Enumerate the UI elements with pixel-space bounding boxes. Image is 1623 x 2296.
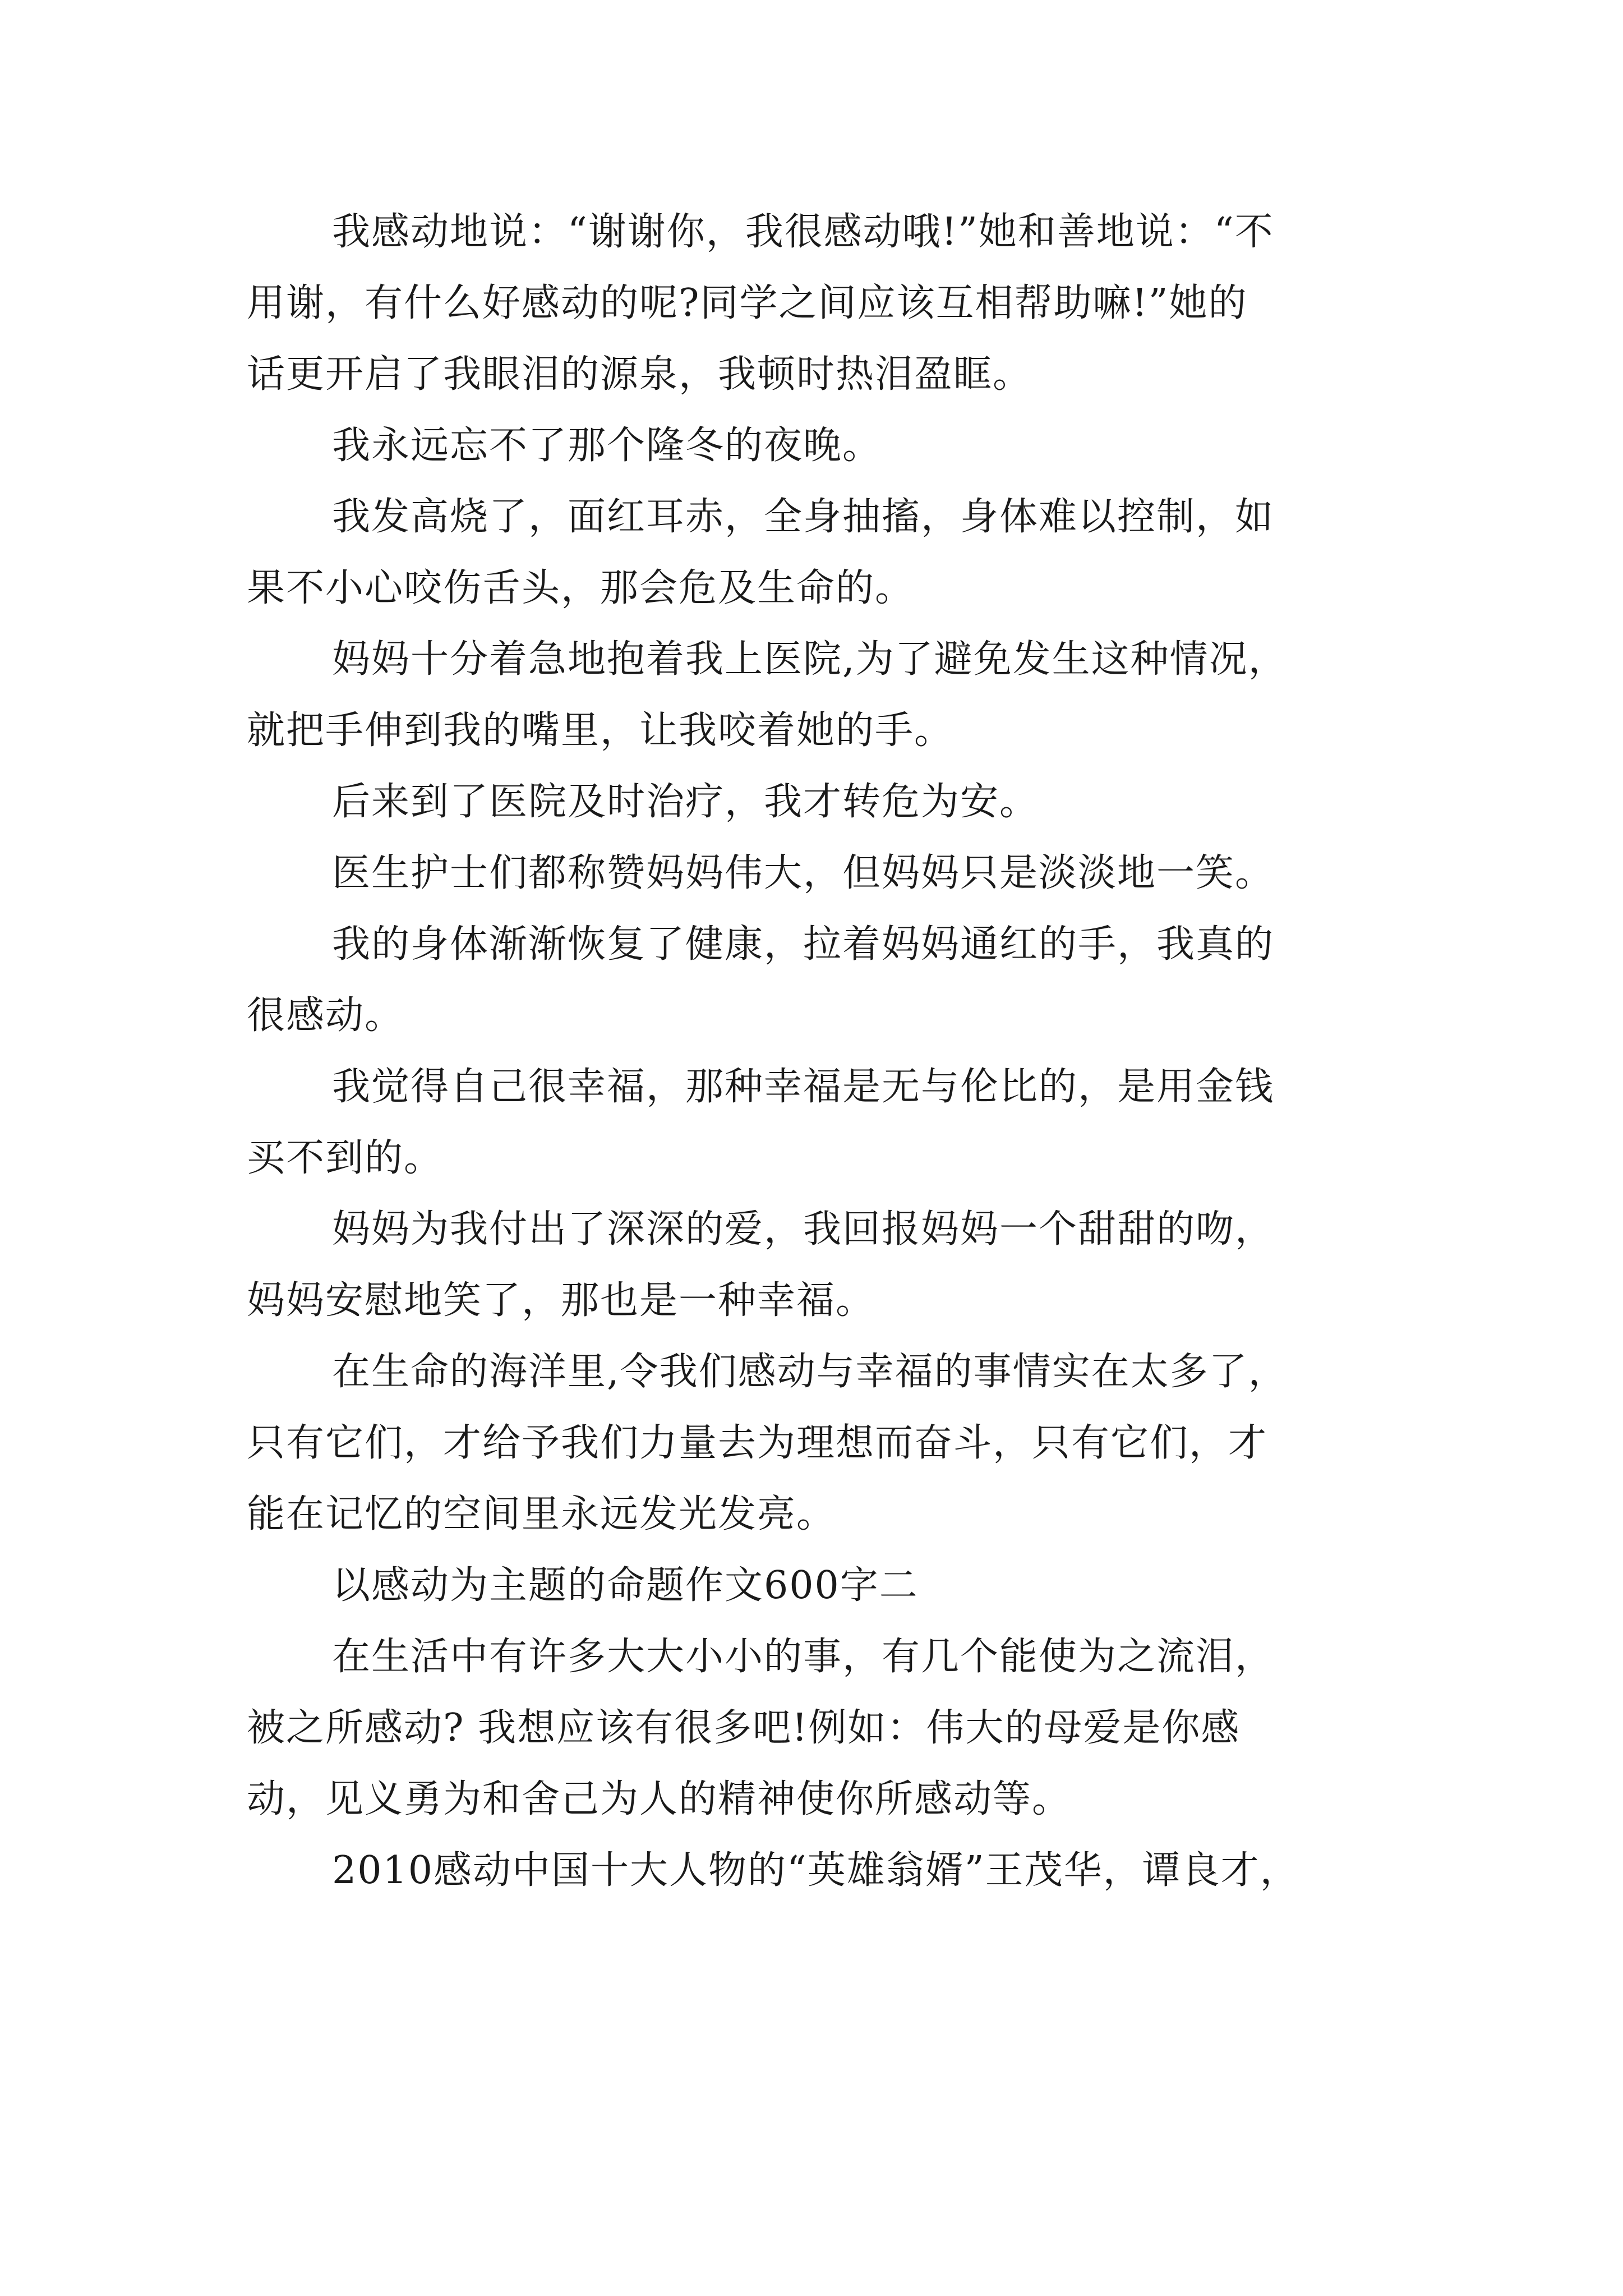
- text-line: 后来到了医院及时治疗，我才转危为安。: [332, 780, 1039, 824]
- text-line: 动，见义勇为和舍己为人的精神使你所感动等。: [247, 1777, 1072, 1821]
- text-line: 我的身体渐渐恢复了健康，拉着妈妈通红的手，我真的: [332, 922, 1275, 967]
- text-line: 我觉得自己很幸福，那种幸福是无与伦比的，是用金钱: [332, 1065, 1275, 1109]
- text-line: 在生命的海洋里,令我们感动与幸福的事情实在太多了，: [332, 1350, 1288, 1394]
- text-line: 只有它们，才给予我们力量去为理想而奋斗，只有它们，才: [247, 1421, 1268, 1465]
- text-line: 能在记忆的空间里永远发光发亮。: [247, 1492, 836, 1536]
- text-line: 2010感动中国十大人物的“英雄翁婿”王茂华，谭良才，: [332, 1848, 1299, 1893]
- text-line: 在生活中有许多大大小小的事，有几个能使为之流泪，: [332, 1635, 1275, 1679]
- text-line: 就把手伸到我的嘴里，让我咬着她的手。: [247, 708, 954, 753]
- section-heading: 以感动为主题的命题作文600字二: [332, 1563, 919, 1608]
- text-line: 我永远忘不了那个隆冬的夜晚。: [332, 424, 882, 468]
- text-line: 我感动地说：“谢谢你，我很感动哦!”她和善地说：“不: [332, 210, 1274, 254]
- text-line: 我发高烧了，面红耳赤，全身抽搐，身体难以控制，如: [332, 495, 1275, 539]
- text-line: 话更开启了我眼泪的源泉，我顿时热泪盈眶。: [247, 352, 1032, 397]
- text-line: 妈妈十分着急地抱着我上医院,为了避免发生这种情况，: [332, 637, 1288, 682]
- text-line: 果不小心咬伤舌头，那会危及生命的。: [247, 566, 915, 610]
- text-line: 妈妈安慰地笑了，那也是一种幸福。: [247, 1278, 875, 1323]
- text-line: 很感动。: [247, 993, 404, 1038]
- essay-text: [247, 196, 1385, 1906]
- text-line: 妈妈为我付出了深深的爱，我回报妈妈一个甜甜的吻，: [332, 1207, 1275, 1251]
- text-line: 用谢，有什么好感动的呢?同学之间应该互相帮助嘛!”她的: [247, 281, 1248, 325]
- text-line: 医生护士们都称赞妈妈伟大，但妈妈只是淡淡地一笑。: [332, 851, 1275, 895]
- text-line: 被之所感动? 我想应该有很多吧!例如：伟大的母爱是你感: [247, 1706, 1241, 1750]
- text-line: 买不到的。: [247, 1136, 444, 1180]
